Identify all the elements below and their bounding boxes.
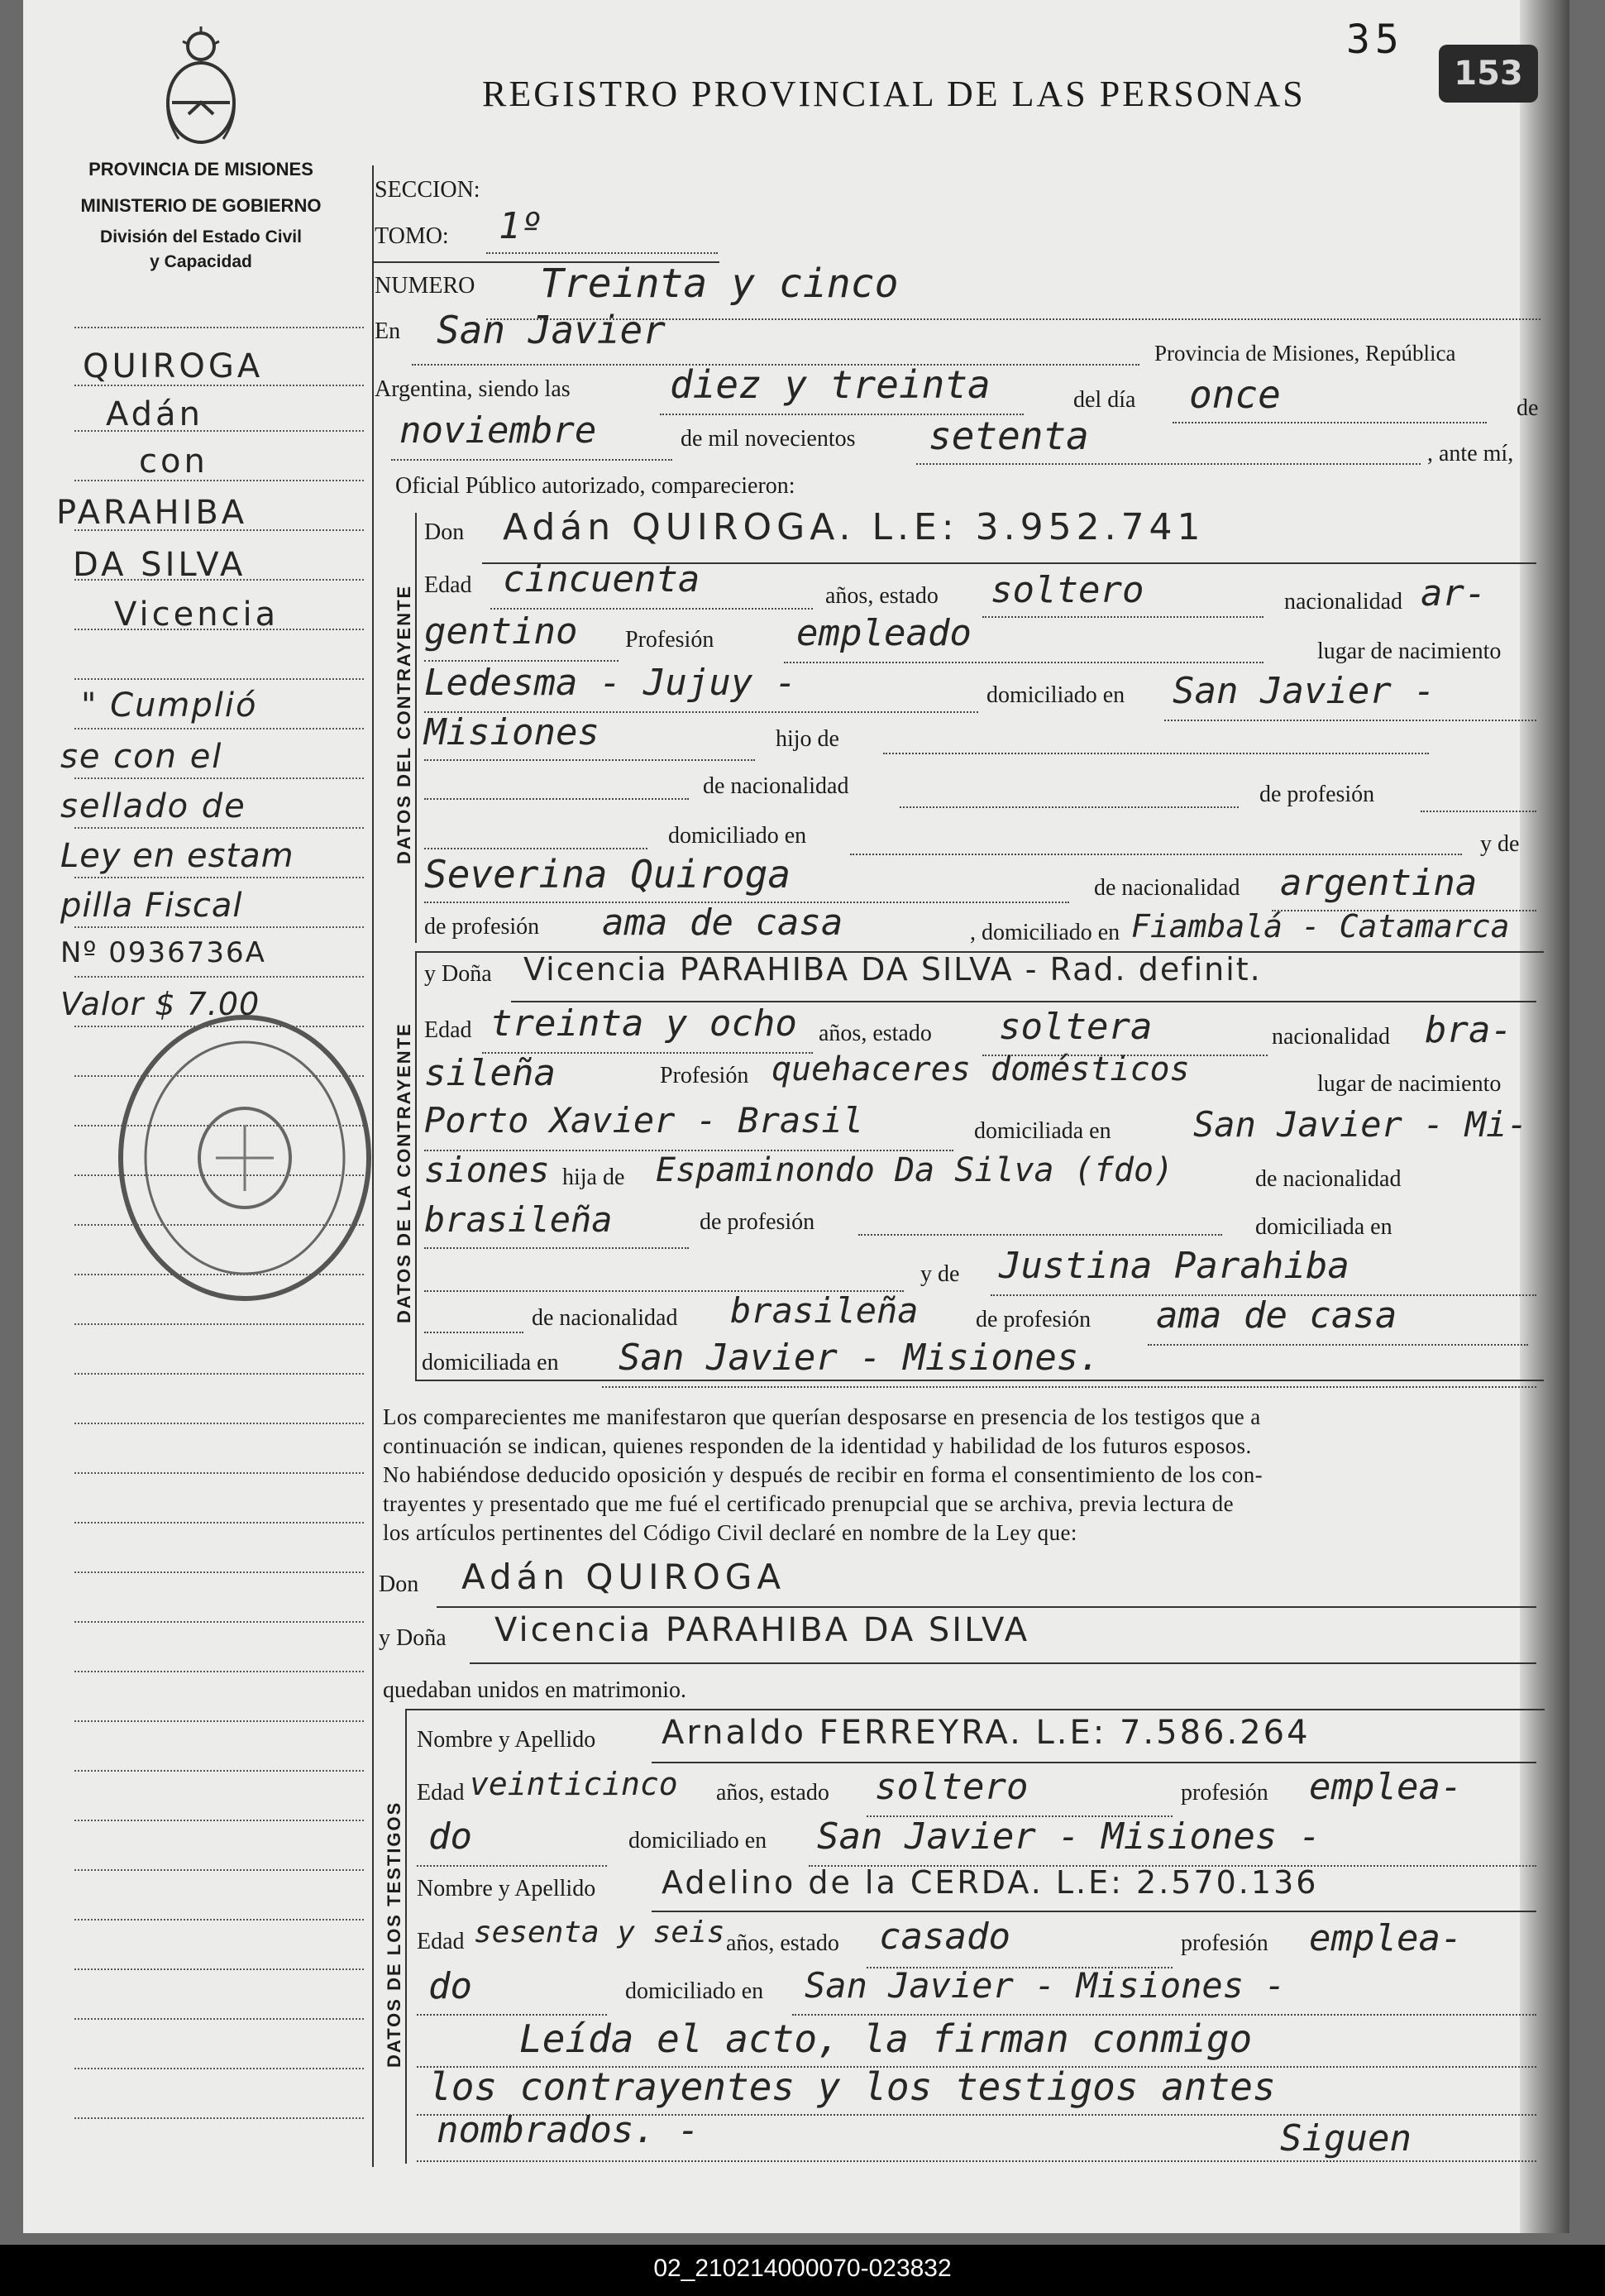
domicilio-value-2a: San Javier - Mi- — [1193, 1104, 1528, 1145]
margin-rule — [74, 327, 364, 328]
argentina-text: Argentina, siendo las — [375, 376, 571, 402]
anio-line — [916, 463, 1421, 465]
madre-dom-value: Fiambalá - Catamarca — [1131, 908, 1510, 945]
closing-line-1: Leída el acto, la firman conmigo — [519, 2016, 1253, 2061]
domicilio-line-2 — [424, 759, 755, 761]
t1-profesion-label: profesión — [1181, 1780, 1268, 1806]
margin-rule — [74, 1571, 364, 1573]
ante-mi-label: , ante mí, — [1427, 441, 1514, 466]
margin-rule — [74, 777, 364, 779]
t1-dom: San Javier - Misiones - — [817, 1815, 1321, 1858]
dia-value: once — [1189, 372, 1281, 417]
margin-rule — [74, 678, 364, 680]
margin-rule — [74, 926, 364, 928]
numero-value: Treinta y cinco — [540, 261, 899, 307]
margin-rule — [74, 1621, 364, 1623]
de-profesion-label: de profesión — [1259, 782, 1375, 807]
t2-nombre-label: Nombre y Apellido — [417, 1876, 596, 1901]
margin-note-line-9: sellado de — [60, 787, 246, 825]
margin-rule — [74, 1472, 364, 1474]
margin-rule — [74, 480, 364, 481]
domiciliada-label: domiciliada en — [974, 1118, 1111, 1144]
margin-rule — [74, 1820, 364, 1821]
contrayenta-name: Vicencia PARAHIBA DA SILVA - Rad. definit. — [523, 951, 1262, 988]
margin-rule — [74, 1323, 364, 1325]
en-value: San Javier — [437, 308, 666, 352]
t1-prof-2: do — [428, 1815, 472, 1858]
t2-edad: sesenta y seis — [474, 1916, 725, 1949]
y-de-label-2: y de — [920, 1261, 960, 1287]
domiciliado-label: domiciliado en — [986, 682, 1125, 708]
tomo-value: 1º — [499, 205, 542, 247]
madre-prof-value-2: ama de casa — [1156, 1294, 1397, 1337]
margin-note-line-8: se con el — [60, 738, 223, 776]
margin-note-line-11: pilla Fiscal — [60, 887, 243, 925]
margin-note-line-2: Adán — [106, 395, 203, 433]
margin-rule — [74, 2068, 364, 2069]
margin-rule — [74, 1373, 364, 1375]
y-de-label: y de — [1480, 831, 1520, 857]
madre-nac-value-2: brasileña — [730, 1290, 919, 1331]
madre-value-2: Justina Parahiba — [999, 1245, 1349, 1287]
closing-line-rule-3 — [417, 2160, 1536, 2162]
don-label: Don — [424, 519, 465, 545]
t1-domiciliado-label: domiciliado en — [628, 1828, 767, 1854]
t2-dom-line — [792, 2014, 1536, 2016]
madre-dom-label: , domiciliado en — [970, 920, 1120, 945]
domicilio-value-2: Misiones — [424, 711, 599, 753]
lugar-nac-value-2: Porto Xavier - Brasil — [424, 1100, 864, 1141]
margin-note-line-3: con — [139, 442, 208, 481]
t1-nombre-label: Nombre y Apellido — [417, 1727, 596, 1753]
dia-line — [1173, 422, 1487, 423]
footer-id: 02_210214000070-023832 — [653, 2255, 952, 2282]
contrayente-section-label: DATOS DEL CONTRAYENTE — [394, 584, 414, 864]
provincia-text: Provincia de Misiones, República — [1154, 341, 1456, 366]
t2-anios-estado-label: años, estado — [726, 1930, 839, 1956]
madre-dom-label-2: domiciliada en — [422, 1350, 559, 1375]
padre-nac-line-b — [900, 806, 1239, 808]
profesion-value: empleado — [796, 612, 972, 654]
margin-rule — [74, 1919, 364, 1921]
margin-rule — [74, 1671, 364, 1672]
tomo-line — [486, 252, 718, 254]
t2-prof-line — [417, 2014, 607, 2016]
anios-estado-label: años, estado — [825, 583, 939, 609]
domicilio-value-1: San Javier - — [1173, 670, 1435, 712]
contrayenta-bottom-border — [415, 1380, 1544, 1381]
numero-label: NUMERO — [375, 273, 475, 299]
t2-name-line — [652, 1911, 1536, 1912]
mes-line — [391, 459, 672, 461]
nacionalidad-value-2b: sileña — [424, 1052, 556, 1094]
madre-prof-label: de profesión — [424, 914, 540, 940]
seccion-label: SECCION: — [375, 177, 480, 203]
hora-value: diez y treinta — [670, 362, 991, 407]
t2-dom: San Javier - Misiones - — [805, 1965, 1286, 2006]
madre-prof-label-2: de profesión — [976, 1307, 1091, 1332]
profesion-label-2: Profesión — [660, 1063, 749, 1088]
profesion-label: Profesión — [625, 627, 714, 653]
padre-prof-line — [1421, 811, 1536, 812]
margin-rule — [74, 1968, 364, 1970]
estado-value-2: soltera — [999, 1006, 1153, 1048]
padre-nac-value-2: brasileña — [424, 1199, 613, 1240]
closing-line-3: nombrados. - — [437, 2109, 700, 2151]
madre-nac-line-2a — [424, 1332, 523, 1333]
closing-line-2: los contrayentes y los testigos antes — [428, 2064, 1276, 2109]
t1-edad-label: Edad — [417, 1780, 465, 1806]
t1-edad: veinticinco — [470, 1766, 678, 1802]
nacionalidad-label-2: nacionalidad — [1272, 1024, 1391, 1050]
nacionalidad-value-2a: bra- — [1425, 1009, 1512, 1051]
margin-note-line-12: Nº 0936736A — [60, 936, 266, 969]
t2-prof-1: emplea- — [1309, 1917, 1463, 1959]
t1-name-line — [652, 1762, 1536, 1763]
margin-rule — [74, 2117, 364, 2119]
agency-line-1: PROVINCIA DE MISIONES — [88, 159, 313, 179]
margin-rule — [74, 976, 364, 978]
decl-dona-label: y Doña — [379, 1625, 447, 1651]
madre-dom-value-2: San Javier - Misiones. — [619, 1337, 1101, 1379]
decl-closing: quedaban unidos en matrimonio. — [383, 1677, 687, 1703]
t1-prof-1: emplea- — [1309, 1766, 1463, 1808]
record-page — [23, 0, 1569, 2233]
estado-value: soltero — [991, 569, 1144, 611]
page-stamp: 153 — [1439, 45, 1538, 103]
margin-rule — [74, 1522, 364, 1523]
madre-nac-label: de nacionalidad — [1094, 875, 1240, 901]
margin-note-line-1: QUIROGA — [83, 347, 264, 385]
de-mil-label: de mil novecientos — [681, 426, 856, 452]
lugar-nac-label-2: lugar de nacimiento — [1317, 1071, 1502, 1097]
contrayenta-section-label: DATOS DE LA CONTRAYENTE — [394, 1022, 414, 1323]
domicilio-line — [1164, 720, 1536, 721]
margin-note-line-6: Vicencia — [114, 596, 279, 634]
madre-dom-line-2 — [602, 1386, 1536, 1388]
margin-rule — [74, 1770, 364, 1772]
siguen-text: Siguen — [1280, 2117, 1412, 2160]
margin-note-line-7: " Cumplió — [81, 686, 258, 725]
nacionalidad-value-1: ar- — [1421, 572, 1487, 615]
profesion-line — [784, 662, 1263, 663]
dona-label: y Doña — [424, 961, 492, 987]
lugar-nac-label: lugar de nacimiento — [1317, 639, 1502, 664]
margin-note-line-4: PARAHIBA — [56, 494, 248, 532]
t1-name: Arnaldo FERREYRA. L.E: 7.586.264 — [662, 1714, 1311, 1752]
contrayente-left-border — [415, 513, 417, 943]
tomo-label: TOMO: — [375, 223, 449, 249]
testigos-left-border — [405, 1709, 407, 2164]
padre-value-2: Espaminondo Da Silva (fdo) — [656, 1151, 1174, 1189]
t2-edad-label: Edad — [417, 1929, 465, 1954]
anios-estado-label-2: años, estado — [819, 1021, 932, 1046]
edad-label-2: Edad — [424, 1017, 472, 1043]
de-label: de — [1517, 395, 1539, 421]
agency-line-2: MINISTERIO DE GOBIERNO — [80, 195, 322, 216]
declaration-line-5: los artículos pertinentes del Código Civil declaré en nombre de la Ley que: — [383, 1520, 1077, 1545]
padre-prof-line-2 — [858, 1234, 1222, 1236]
contrayente-name: Adán QUIROGA. L.E: 3.952.741 — [503, 506, 1206, 548]
margin-rule — [74, 1720, 364, 1722]
t1-estado: soltero — [875, 1766, 1029, 1808]
contrayenta-left-border — [415, 951, 417, 1381]
t2-profesion-label: profesión — [1181, 1930, 1268, 1956]
margin-rule — [74, 877, 364, 878]
de-profesion-label-2: de profesión — [700, 1209, 815, 1235]
t2-prof-2: do — [428, 1965, 472, 2007]
hijo-de-line — [883, 753, 1429, 754]
mes-value: noviembre — [399, 409, 597, 452]
oficial-text: Oficial Público autorizado, comparecieron: — [395, 473, 795, 499]
madre-value: Severina Quiroga — [424, 852, 791, 897]
main-left-border — [372, 165, 374, 2167]
padre-dom-line-b — [850, 854, 1462, 855]
edad-value-2: treinta y ocho — [490, 1002, 797, 1045]
official-seal-icon — [104, 1001, 385, 1315]
margin-rule — [74, 827, 364, 829]
t2-estado: casado — [879, 1916, 1010, 1958]
margin-note-line-13: Valor $ 7.00 — [60, 986, 260, 1022]
edad-line — [490, 608, 813, 610]
profesion-value-2: quehaceres domésticos — [771, 1050, 1190, 1088]
madre-prof-line-2 — [1148, 1344, 1528, 1346]
t1-anios-estado-label: años, estado — [716, 1780, 829, 1806]
nacionalidad-value-2: gentino — [424, 610, 578, 653]
lugar-nac-value: Ledesma - Jujuy - — [424, 662, 797, 704]
margin-note-line-10: Ley en estam — [60, 837, 294, 875]
agency-line-4: y Capacidad — [150, 252, 252, 271]
decl-don-line — [437, 1606, 1536, 1608]
decl-dona-value: Vicencia PARAHIBA DA SILVA — [494, 1611, 1030, 1649]
t2-name: Adelino de la CERDA. L.E: 2.570.136 — [662, 1864, 1319, 1901]
hijo-de-label: hijo de — [776, 726, 839, 752]
decl-don-label: Don — [379, 1571, 419, 1597]
declaration-line-4: trayentes y presentado que me fué el certificado prenupcial que se archiva, previa lectura de — [383, 1491, 1234, 1516]
madre-prof-value: ama de casa — [602, 902, 843, 944]
declaration-line-1: Los comparecientes me manifestaron que querían desposarse en presencia de los testigos que a — [383, 1404, 1261, 1429]
edad-label: Edad — [424, 572, 472, 598]
testigos-top-border — [405, 1709, 1545, 1710]
margin-rule — [74, 728, 364, 729]
del-dia-label: del día — [1073, 387, 1136, 413]
t1-prof-line — [417, 1865, 607, 1867]
coat-of-arms-icon — [155, 23, 246, 147]
decl-dona-line — [470, 1662, 1536, 1664]
padre-nac-line-a — [424, 798, 689, 800]
madre-nac-value: argentina — [1280, 862, 1478, 904]
t2-domiciliado-label: domiciliado en — [625, 1978, 764, 2004]
margin-rule — [74, 1869, 364, 1871]
registry-title: REGISTRO PROVINCIAL DE LAS PERSONAS — [482, 74, 1306, 114]
domicilio-value-2b: siones — [424, 1150, 550, 1190]
domiciliada-en-label: domiciliada en — [1255, 1214, 1392, 1240]
en-label: En — [375, 318, 401, 344]
decl-don-value: Adán QUIROGA — [461, 1557, 786, 1597]
declaration-line-3: No habiéndose deducido oposición y después de recibir en forma el consentimiento de los con- — [383, 1462, 1263, 1487]
estado-line — [982, 616, 1263, 618]
anio-value: setenta — [929, 414, 1089, 458]
testigos-section-label: DATOS DE LOS TESTIGOS — [384, 1801, 404, 2068]
madre-nac-label-2: de nacionalidad — [532, 1305, 678, 1331]
padre-nac-label-2: de nacionalidad — [1255, 1166, 1402, 1192]
hija-de-label: hija de — [562, 1165, 625, 1190]
domiciliado-en-label: domiciliado en — [668, 823, 807, 849]
padre-dom-line-a — [424, 848, 647, 849]
margin-rule — [74, 2018, 364, 2020]
margin-rule — [74, 1423, 364, 1424]
edad-value: cincuenta — [503, 558, 700, 600]
declaration-line-2: continuación se indican, quienes responden de la identidad y habilidad de los futuros esposos. — [383, 1433, 1252, 1458]
nacionalidad-label: nacionalidad — [1284, 589, 1403, 615]
padre-nac-line-2 — [424, 1247, 689, 1249]
de-nacionalidad-label: de nacionalidad — [703, 773, 849, 799]
page-number: 35 — [1346, 17, 1404, 63]
agency-line-3: División del Estado Civil — [100, 227, 302, 246]
margin-note-line-5: DA SILVA — [73, 546, 246, 584]
